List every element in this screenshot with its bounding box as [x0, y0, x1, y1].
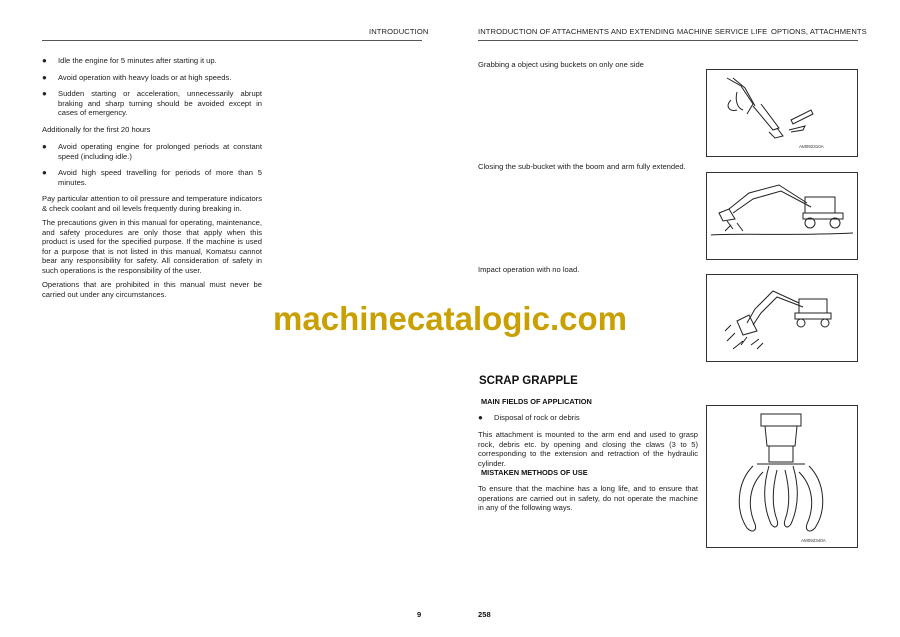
bullet-icon: ●	[42, 142, 47, 151]
figure-code: AM092340A	[801, 538, 826, 543]
right-page-header-title: INTRODUCTION OF ATTACHMENTS AND EXTENDING MACHINE SERVICE LIFE	[478, 27, 768, 36]
bullet-icon: ●	[42, 56, 47, 65]
oil-pressure-paragraph: Pay particular attention to oil pressure and temperature indicators & check coolant and oil levels frequently during breaking in.	[42, 194, 262, 213]
section-title: SCRAP GRAPPLE	[479, 375, 578, 387]
list-item: ● Idle the engine for 5 minutes after starting it up.	[42, 56, 217, 65]
excavator-arm-illustration	[707, 70, 857, 156]
misuse-item-sub-bucket-closing: Closing the sub-bucket with the boom and arm fully extended.	[478, 162, 686, 171]
list-item: ● Avoid high speed travelling for periods of more than 5 minutes.	[42, 168, 262, 187]
figure-sub-bucket-closing	[706, 172, 858, 260]
list-item: ● Sudden starting or acceleration, unnecessarily abrupt braking and sharp turning should be avoided except in cases of emergency.	[42, 89, 262, 118]
excavator-extended-illustration	[707, 173, 857, 259]
precautions-paragraph: The precautions given in this manual for operating, maintenance, and safety procedures are only those that apply when this product is used for the specified purpose. If the machine is used for a purpose that is not listed in this manual, Komatsu cannot bear any responsibility for safety. All consideration of safety in such operations is the responsibility of the user.	[42, 218, 262, 275]
list-item: ● Avoid operation with heavy loads or at high speeds.	[42, 73, 232, 82]
prohibited-paragraph: Operations that are prohibited in this manual must never be carried out under any circumstances.	[42, 280, 262, 299]
list-item: ● Disposal of rock or debris	[478, 413, 580, 422]
mistaken-methods-heading: MISTAKEN METHODS OF USE	[481, 468, 588, 477]
right-page-number: 258	[478, 610, 491, 619]
figure-scrap-grapple	[706, 405, 858, 548]
right-page-header-section: OPTIONS, ATTACHMENTS	[771, 27, 867, 36]
attachment-description-paragraph: This attachment is mounted to the arm end and used to grasp rock, debris etc. by opening and closing the claws (3 to 5) corresponding to the extension and retraction of the hydraulic cylinder.	[478, 430, 698, 468]
left-header-rule	[42, 40, 422, 41]
misuse-item-one-sided-grab: Grabbing a object using buckets on only one side	[478, 60, 644, 69]
mistaken-methods-paragraph: To ensure that the machine has a long life, and to ensure that operations are carried out in safety, do not operate the machine in any of the following ways.	[478, 484, 698, 513]
bullet-icon: ●	[42, 89, 47, 98]
right-header-rule	[478, 40, 858, 41]
scrap-grapple-illustration	[707, 406, 857, 547]
watermark-text: machinecatalogic.com	[273, 300, 627, 337]
bullet-icon: ●	[42, 168, 47, 177]
main-fields-heading: MAIN FIELDS OF APPLICATION	[481, 397, 592, 406]
figure-code: AM092310A	[799, 144, 824, 149]
bullet-icon: ●	[42, 73, 47, 82]
left-page-header: INTRODUCTION	[369, 27, 429, 36]
bullet-icon: ●	[478, 413, 483, 422]
misuse-item-impact-no-load: Impact operation with no load.	[478, 265, 580, 274]
figure-one-side-grab	[706, 69, 858, 157]
left-page-number: 9	[417, 610, 422, 619]
list-item: ● Avoid operating engine for prolonged periods at constant speed (including idle.)	[42, 142, 262, 161]
first-20-hours-label: Additionally for the first 20 hours	[42, 125, 151, 134]
